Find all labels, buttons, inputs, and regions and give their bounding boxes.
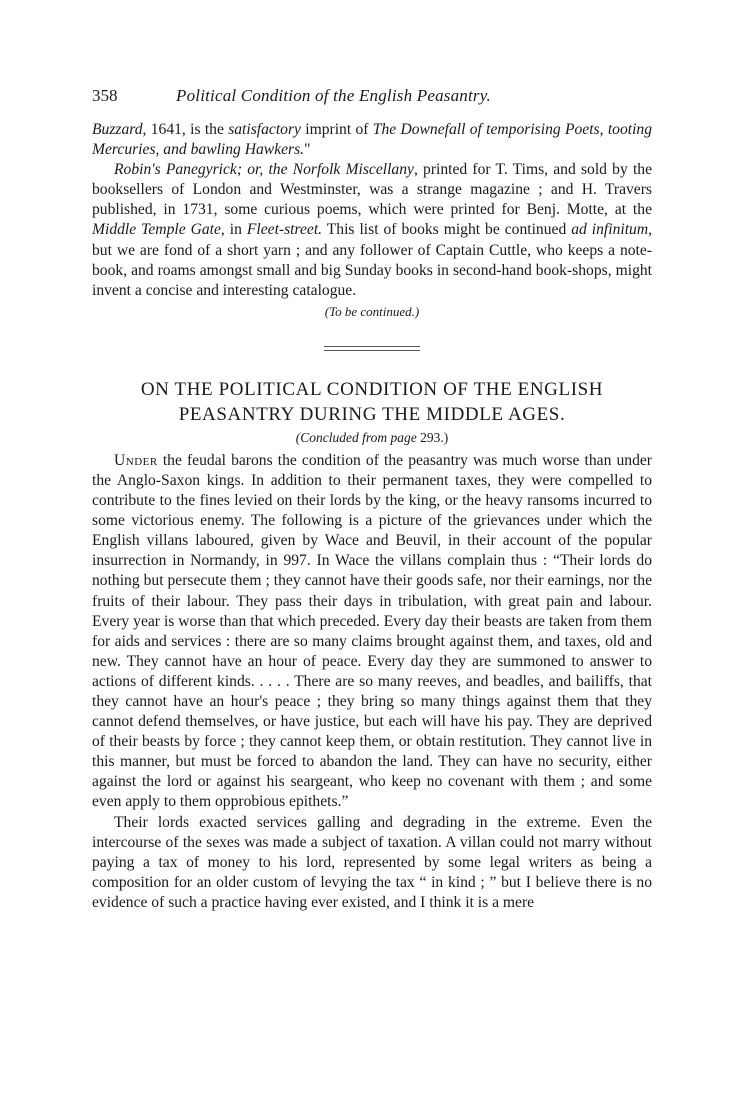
article-paragraph-2: Their lords exacted services galling and degrading in the extreme. Even the intercourse of the sexes was made a subject of taxation. A villan could not marry without paying a tax of money to his lord, represented by some legal writers as being a composition for an older custom of levying the tax “ in kind ; ” but I believe there is no evidence of such a practice having ever existed, and I think it is a mere [92, 813, 652, 911]
text-span: imprint of [300, 121, 373, 138]
text-span: satisfactory [228, 121, 301, 138]
text-span: , printed for T. Tims, and sold by the booksellers of London and Westminster, was a strange magazine ; and H. Travers published, in 1731, some curious poems, which were printed for Benj. Motte, at the [92, 161, 652, 219]
text-span: Fleet-street. [246, 221, 323, 239]
text-span: This list of books might be continued [322, 221, 572, 239]
article-title [92, 377, 652, 427]
text-span: ad infinitum [571, 221, 649, 239]
divider-line [324, 350, 420, 351]
running-title: Political Condition of the English Peasantry. [176, 86, 491, 105]
lead-word: Under [114, 451, 158, 469]
text-span: , in [220, 221, 247, 239]
article-paragraph-1 [92, 451, 652, 813]
text-span: The Downefall of temporising Poets, tooting Mercuries, and bawling Hawkers. [92, 121, 653, 159]
section-divider [324, 346, 420, 351]
text-span: , but we are fond of a short yarn ; and any follower of Captain Cuttle, who keeps a note-book, and roams amongst small and big Sunday books in second-hand book-shops, might invent a concise and interesting catalogue. [92, 221, 653, 299]
text-span: Robin's Panegyrick; or, the Norfolk Miscellany [114, 161, 414, 179]
concluded-note [92, 430, 652, 446]
previous-article-paragraph-1 [92, 120, 652, 160]
article-title-line-1: ON THE POLITICAL CONDITION OF THE ENGLISH [140, 378, 604, 400]
concluded-note-page: 293.) [416, 429, 449, 445]
page-number: 358 [92, 86, 118, 105]
text-span: Middle Temple Gate [92, 221, 221, 239]
concluded-note-text: (Concluded from page [295, 429, 417, 445]
previous-article-paragraph-2 [92, 160, 652, 301]
text-span: Buzzard [92, 121, 143, 138]
running-head [92, 86, 652, 114]
divider-line [324, 346, 420, 347]
text-span: " [304, 141, 311, 159]
article-title-line-2: PEASANTRY DURING THE MIDDLE AGES. [178, 403, 566, 425]
text-span: , 1641, is the [142, 121, 229, 138]
page [92, 86, 652, 913]
continued-note: (To be continued.) [324, 303, 420, 319]
text-span: the feudal barons the condition of the peasantry was much worse than under the Anglo-Saxon kings. In addition to their permanent taxes, they were compelled to contribute to the fines levied on their lords by the king, or the heavy ransoms incurred to some victorious enemy. The following is a picture of the grievances under which the English villans laboured, given by Wace and Beuvil, in their account of the popular insurrection in Normandy, in 997. In Wace the villans complain thus : “Their lords do nothing but persecute them ; they cannot have their goods safe, nor their earnings, nor the fruits of their labour. They pass their days in tribulation, with great pain and labour. Every year is worse than that which preceded. Every day their beasts are taken from them for aids and services : there are so many claims brought against them, and taxes, old and new. They cannot have an hour of peace. Every day they are summoned to answer to actions of different kinds. . . . . There are so many reeves, and beadles, and bailiffs, that they cannot have an hour's peace ; they bring so many things against them that they cannot defend themselves, or have justice, but each will have his pay. They are deprived of their beasts by force ; they cannot keep them, or obtain restitution. They cannot live in this manner, but must be forced to abandon the land. They can have no security, either against the lord or against his seargeant, who keep no covenant with them ; and some even apply to them opprobious epithets.” [92, 451, 652, 811]
